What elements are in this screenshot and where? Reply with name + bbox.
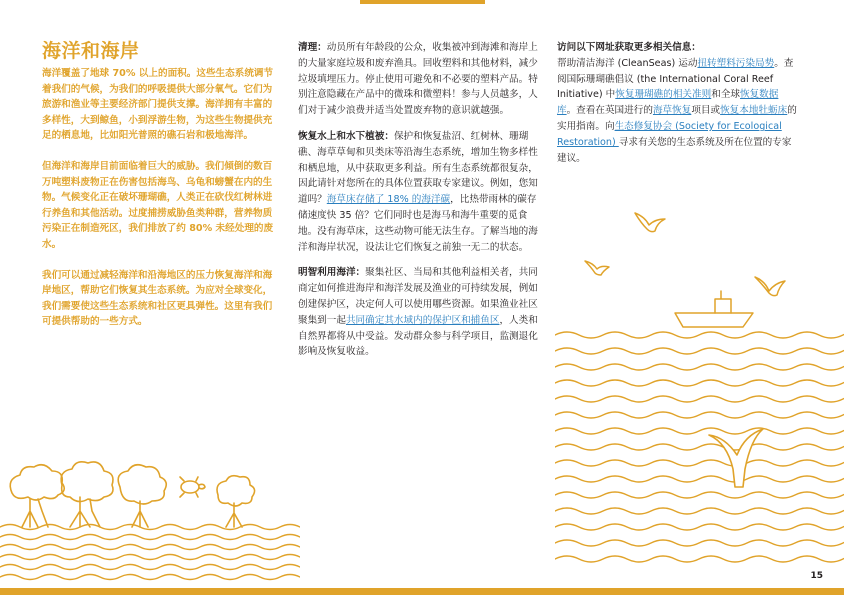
vegetation-heading: 恢复水上和水下植被：	[298, 130, 394, 142]
intro-paragraph-1: 海洋覆盖了地球 70% 以上的面积。这些生态系统调节着我们的气候，为我们的呼吸提供大部分氧气。它们为旅游和渔业等主要经济部门提供支撑。海洋拥有丰富的多样性，大到鲸鱼，小到浮游生物，为这些生物提供充足的栖息地，比如阳光普照的礁石岩和极地海洋。	[42, 68, 274, 142]
mangrove-tree-icon	[118, 465, 166, 527]
resources-text-6: 的实用指南。向	[557, 105, 797, 132]
seagull-icon	[585, 261, 609, 275]
resources-column	[557, 40, 797, 178]
cleanup-paragraph	[298, 40, 538, 119]
actions-column	[298, 40, 538, 370]
intro-column	[42, 40, 280, 345]
oyster-bed-link[interactable]: 恢复本地牡蛎床	[720, 105, 788, 117]
resources-text-2: 。查阅国际珊瑚礁倡议 (the International Coral Reef Initiative) 中	[557, 57, 794, 101]
seagull-icon	[755, 277, 785, 296]
restoration-database-link[interactable]: 恢复数据库	[557, 89, 779, 117]
seagull-icon	[635, 213, 665, 232]
wise-use-text-1: 聚集社区、当局和其他利益相关者，共同商定如何推进海岸和海洋发展及渔业的可持续发展，例如创建保护区，决定何人可以使用哪些资源。如果渔业社区聚集到一起	[298, 267, 538, 326]
seagrass-carbon-link[interactable]: 海草床存储了 18% 的海洋碳	[326, 194, 451, 206]
resources-text-1: 帮助清洁海洋 (CleanSeas) 运动	[557, 57, 698, 69]
ser-link[interactable]: 生态修复协会 (Society for Ecological Restoration)	[557, 120, 782, 148]
waves-icon	[555, 332, 844, 562]
intro-paragraph-3: 我们可以通过减轻海洋和沿海地区的压力恢复海洋和海岸地区，帮助它们恢复其生态系统。为应对全球变化，我们需要使这些生态系统和社区更具弹性。这里有我们可提供帮助的一些方式。	[42, 269, 273, 328]
resources-text-7: 寻求有关您的生态系统及所在位置的专家建议。	[557, 136, 792, 164]
coral-guidelines-link[interactable]: 恢复珊瑚礁的相关准则	[615, 89, 712, 101]
whale-tail-icon	[709, 429, 763, 487]
plastic-pollution-link[interactable]: 扭转塑料污染局势	[697, 57, 775, 69]
protected-areas-link[interactable]: 共同确定其水域内的保护区和捕鱼区	[345, 314, 500, 326]
resources-text-5: 项目或	[691, 105, 721, 117]
wise-use-paragraph	[298, 265, 538, 360]
resources-paragraph	[557, 40, 797, 166]
page-title: 海洋和海岸	[42, 40, 140, 62]
fishing-boat-icon	[675, 291, 753, 327]
ocean-illustration	[555, 205, 844, 580]
cleanup-text: 动员所有年龄段的公众，收集被冲到海滩和海岸上的大量家庭垃圾和废弃渔具。回收塑料和其他材料，减少垃圾填埋压力。停止使用可避免和不必要的塑料产品。特别注意隐藏在产品中的微珠和微塑料！参与人员越多，人们对于减少浪费并适当处置废弃物的意识就越强。	[298, 42, 538, 117]
intro-paragraph-2: 但海洋和海岸目前面临着巨大的威胁。我们倾倒的数百万吨塑料废物正在伤害包括海鸟、乌龟和螃蟹在内的生物。气候变化正在破坏珊瑚礁，人类正在砍伐红树林进行养鱼和其他活动。过度捕捞威胁鱼类种群，营养物质污染正在制造死区，我们排放了约 80% 未经处理的废水。	[42, 160, 274, 250]
mangrove-tree-icon	[61, 462, 113, 527]
wise-use-text-2: ，人类和自然界都将从中受益。发动群众参与科学项目，监测退化影响及恢复收益。	[298, 314, 538, 358]
resources-heading: 访问以下网址获取更多相关信息：	[557, 42, 701, 53]
top-accent-bar	[360, 0, 485, 4]
seagrass-restoration-link[interactable]: 海草恢复	[652, 105, 692, 117]
mangrove-illustration	[0, 455, 300, 585]
vegetation-paragraph	[298, 129, 538, 255]
wise-use-heading: 明智利用海洋：	[298, 267, 366, 279]
turtle-icon	[180, 477, 205, 497]
resources-text-4: 。查看在英国进行的	[566, 105, 653, 117]
waves-icon	[0, 525, 300, 580]
vegetation-text-1: 保护和恢复盐沼、红树林、珊瑚礁、海草草甸和贝类床等沿海生态系统，增加生物多样性和栖息地，从中获取更多利益。所有生态系统都很复杂，因此请针对您所在的具体位置获取专家建议。例如，您知道吗？	[298, 130, 538, 206]
resources-text-3: 和全球	[711, 89, 740, 101]
cleanup-heading: 清理：	[298, 42, 327, 53]
mangrove-tree-icon	[10, 465, 64, 527]
vegetation-text-2: ，比热带雨林的碳存储速度快 35 倍？它们同时也是海马和海牛重要的觅食地。没有海草床，这些动物可能无法生存。了解当地的海洋和海岸状况，设法让它们恢复之前独一无二的状态。	[298, 194, 538, 253]
mangrove-tree-icon	[217, 476, 255, 527]
page-number: 15	[810, 571, 823, 581]
bottom-accent-bar	[0, 588, 844, 595]
